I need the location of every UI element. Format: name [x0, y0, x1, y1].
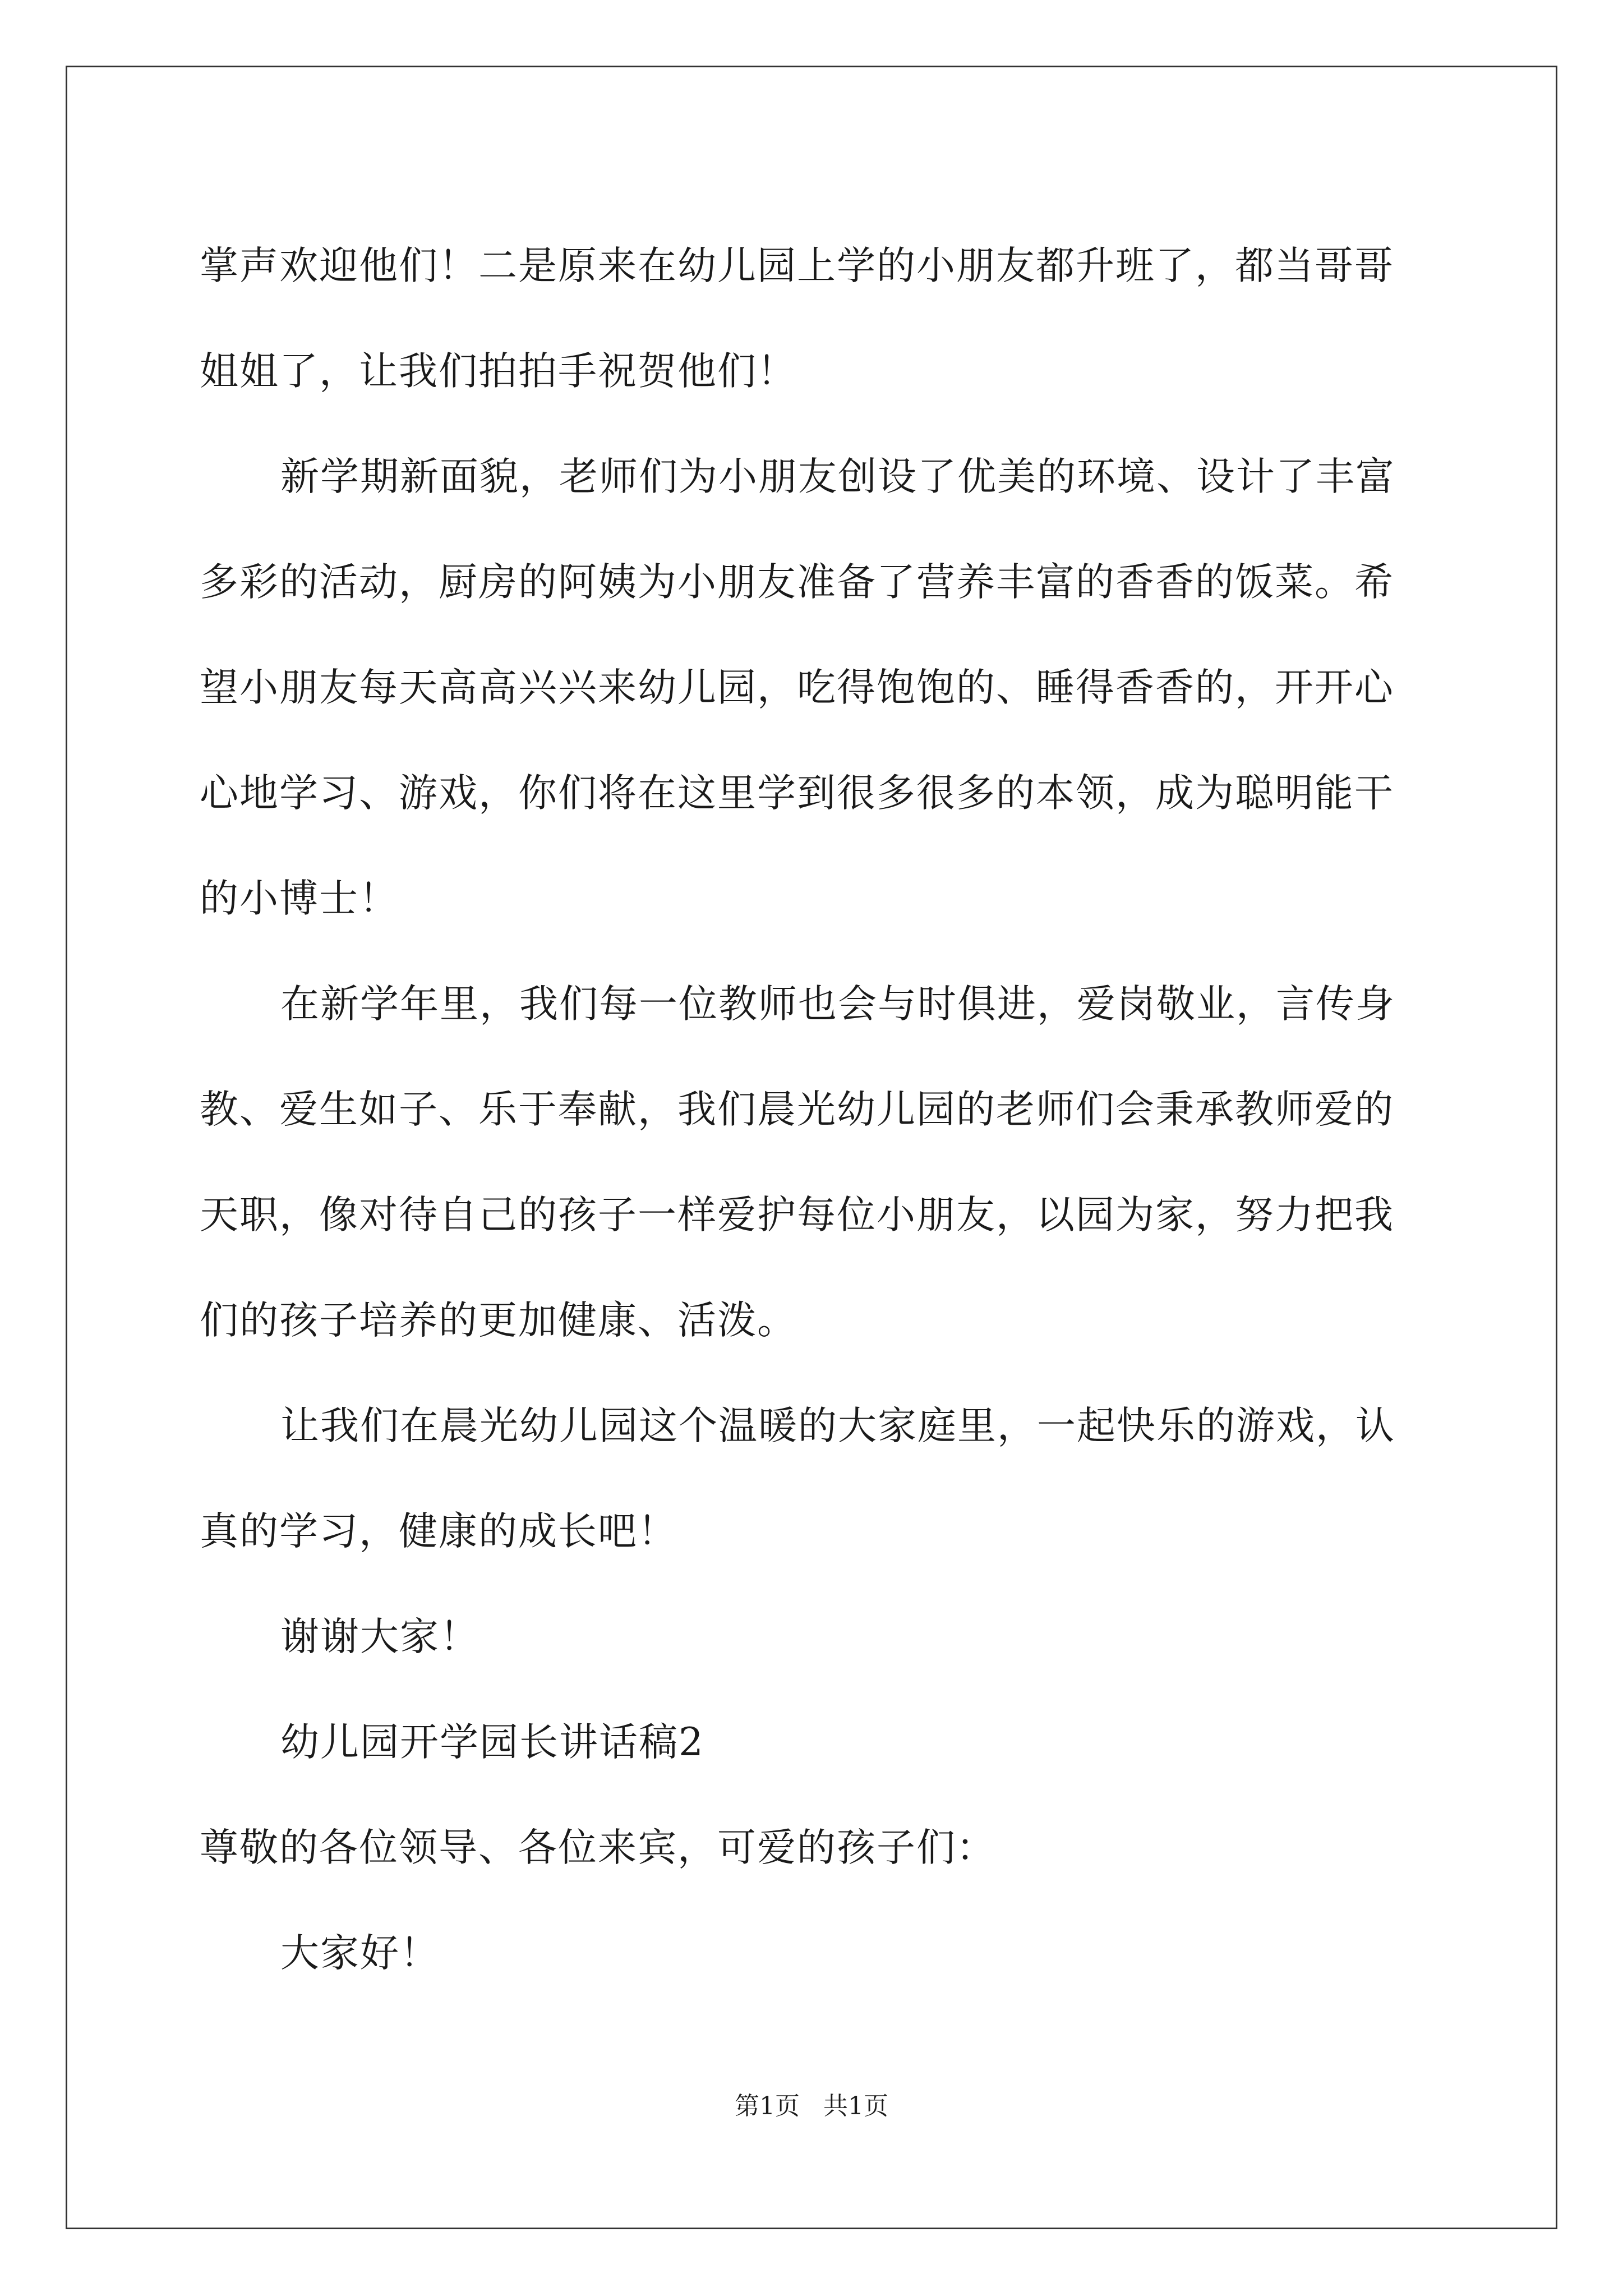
text-line: 让我们在晨光幼儿园这个温暖的大家庭里，一起快乐的游戏，认: [280, 1404, 1395, 1448]
text-line: 在新学年里，我们每一位教师也会与时俱进，爱岗敬业，言传身: [280, 982, 1395, 1027]
text-line: 天职，像对待自己的孩子一样爱护每位小朋友，以园为家，努力把我: [200, 1193, 1394, 1237]
document-body: [200, 213, 1428, 2006]
text-line: 真的学习，健康的成长吧！: [200, 1509, 677, 1554]
text-line: 望小朋友每天高高兴兴来幼儿园，吃得饱饱的、睡得香香的，开开心: [200, 665, 1394, 710]
text-line: 谢谢大家！: [280, 1614, 479, 1659]
text-line: 尊敬的各位领导、各位来宾，可爱的孩子们：: [200, 1825, 996, 1870]
text-line: 多彩的活动，厨房的阿姨为小朋友准备了营养丰富的香香的饭菜。希: [200, 560, 1394, 605]
section-heading: 幼儿园开学园长讲话稿2: [280, 1720, 704, 1765]
text-line: 大家好！: [280, 1931, 440, 1976]
text-line: 心地学习、游戏，你们将在这里学到很多很多的本领，成为聪明能干: [200, 771, 1394, 816]
text-line: 姐姐了，让我们拍拍手祝贺他们！: [200, 349, 797, 394]
text-line: 们的孩子培养的更加健康、活泼。: [200, 1298, 797, 1343]
page-footer: 第1页 共1页: [735, 2092, 888, 2120]
text-line: 新学期新面貌，老师们为小朋友创设了优美的环境、设计了丰富: [280, 454, 1395, 499]
text-line: 教、爱生如子、乐于奉献，我们晨光幼儿园的老师们会秉承教师爱的: [200, 1087, 1394, 1132]
text-line: 掌声欢迎他们！二是原来在幼儿园上学的小朋友都升班了，都当哥哥: [200, 243, 1394, 288]
text-line: 的小博士！: [200, 876, 399, 921]
